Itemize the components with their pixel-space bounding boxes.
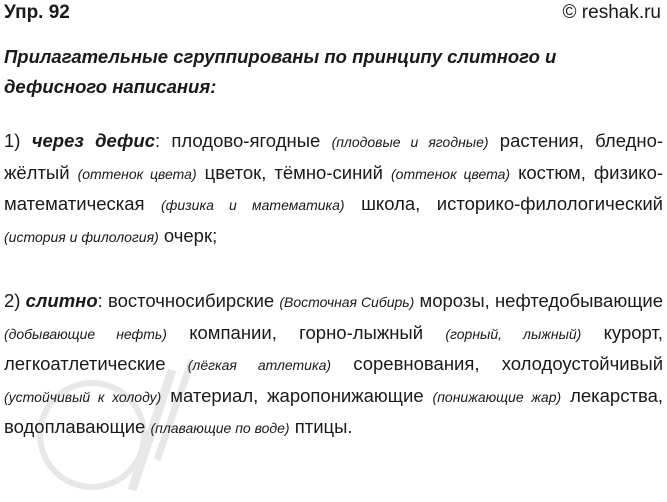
example-text: компании, горно-лыжный [189, 321, 424, 343]
copyright: © reshak.ru [562, 2, 661, 23]
example-text: костюм, физико-математическая [4, 161, 664, 214]
example-note: (физика и математика) [161, 197, 345, 213]
example-note: (горный, лыжный) [445, 325, 582, 342]
example-text: цветок, тёмно-синий [204, 161, 383, 183]
example-note: (плавающие по воде) [150, 420, 290, 436]
header [4, 2, 663, 26]
example-text: школа, историко-филологический [361, 193, 664, 214]
group-label: через дефис [31, 130, 155, 151]
group-solid [4, 286, 663, 444]
example-note: (устойчивый к холоду) [4, 388, 162, 405]
example-note: (оттенок цвета) [77, 165, 197, 182]
example-note: (история и филология) [4, 228, 159, 245]
example-note: (плодовые и ягодные) [331, 134, 489, 150]
exercise-page [4, 0, 663, 502]
example-note: (добывающие нефть) [4, 325, 167, 342]
example-text: птицы. [294, 416, 353, 437]
example-text: очерк; [163, 224, 218, 246]
group-hyphenated [4, 126, 663, 252]
group-number: 1) [4, 130, 21, 151]
label-colon: : [154, 130, 161, 151]
group-number: 2) [4, 290, 21, 311]
example-text: морозы, нефтедобывающие [419, 290, 664, 311]
group-label: слитно [25, 290, 98, 311]
example-text: растения, бледно-жёлтый [4, 130, 664, 183]
example-text: восточносибирские [107, 290, 275, 311]
example-text: плодово-ягодные [171, 130, 321, 151]
task-heading: Прилагательные сгруппированы по принципу слитного и дефисного написания: [4, 46, 557, 97]
example-text: курорт, легкоатлетические [4, 321, 663, 374]
exercise-number: Упр. 92 [4, 2, 70, 23]
example-text: материал, жаропонижающие [170, 384, 424, 406]
example-note: (лёгкая атлетика) [187, 357, 332, 373]
example-text: лекарства, водоплавающие [4, 384, 663, 437]
example-note: (Восточная Сибирь) [279, 294, 415, 310]
example-note: (понижающие жар) [432, 388, 562, 405]
label-colon: : [97, 290, 103, 311]
example-text: соревнования, холодоустойчивый [353, 353, 664, 374]
example-note: (оттенок цвета) [391, 165, 511, 182]
